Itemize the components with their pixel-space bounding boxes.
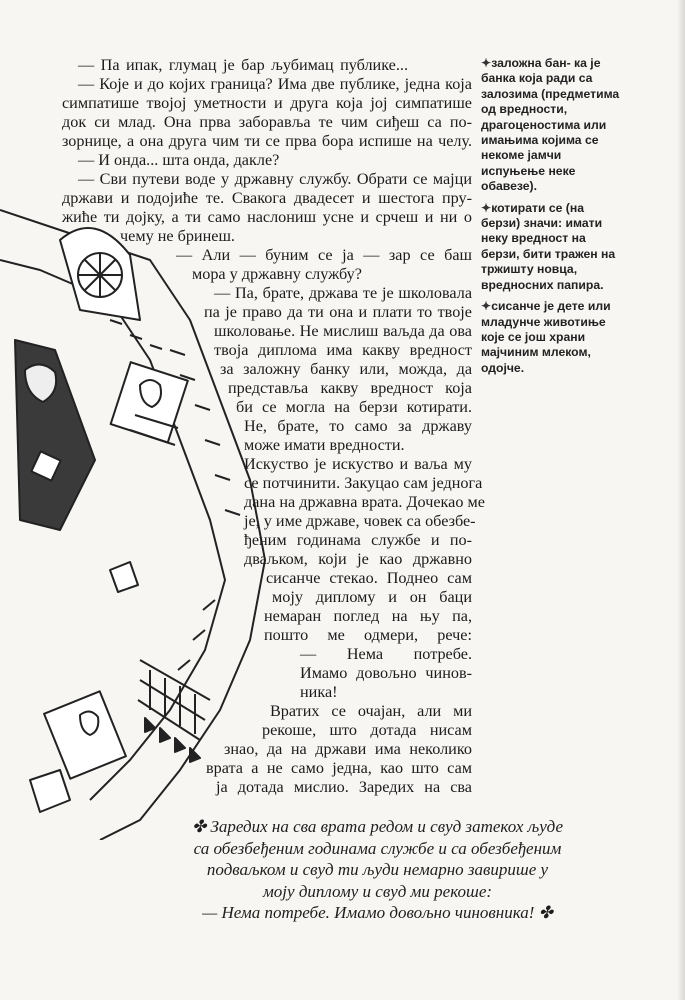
text-line: Не, брате, то само за државу [244,417,472,435]
text-line: знао, да на држави има неколико [224,740,472,758]
text-line: жиће ти дојку, а ти само наслониш усне и срчеш и ни о [62,208,472,226]
text-line: — Нема потребе. [300,645,472,663]
text-line: пошто ме одмери, рече: [264,626,472,644]
glossary-term: котирати се [491,200,563,215]
glossary-marker: ✦ [481,200,492,215]
glossary-entry [481,299,621,376]
glossary-term: сисанче [491,299,541,314]
text-line: за заложну банку или, можда, да [220,360,472,378]
caption-line: са обезбеђеним годинама службе и са обезбеђеним [193,838,562,858]
glossary-entry [481,201,621,293]
text-line: школовање. Не мислиш ваљда да ова [214,322,472,340]
text-line: може имати вредности. [244,436,405,454]
glossary-marker: ✦ [481,299,492,314]
glossary-definition: ка је банка која ради са залозима (предметима од вредности, драгоценостима или имањима којима се некоме јамчи испуњење неке обавезе). [481,56,620,194]
glossary-term: заложна бан- [491,56,571,70]
text-line: — Па, брате, држава те је школовала [214,284,472,302]
text-line: се потчинити. Закуцао сам једнога [244,474,483,492]
text-line: зорнице, а она друга чим ти се прва бора испише на челу. [62,132,472,150]
text-line: је, у име државе, човек са обезбе- [244,512,476,530]
text-line: — Али — буним се ја — зар се баш [176,246,472,264]
caption-line: моју диплому и свуд ми рекоше: [262,881,493,901]
text-line: рекоше, што дотада нисам [262,721,472,739]
glossary-marker: ✦ [481,56,492,70]
glossary-entry [481,56,621,195]
text-line: ника! [300,683,338,701]
text-line: моју диплому и он баци [272,588,472,606]
text-line: Имамо довољно чинов- [300,664,472,682]
text-line: чему не бринеш. [120,227,235,245]
text-line: немаран поглед на њу па, [264,607,472,625]
text-line: сисанче стекао. Поднео сам [266,569,472,587]
caption-line: подваљком и свуд ти људи немарно завирише у [206,860,549,879]
text-line: дана на државна врата. Дочекао ме [244,493,485,511]
text-line: док си млад. Она прва заборавља те чим сиђеш са по- [62,113,472,131]
text-line: врата а не само једна, као што сам [206,759,472,777]
glossary-definition: је дете или младунче животиње које се још храни мајчиним млеком, одојче. [481,299,611,375]
text-line: представља какву вредност која [228,379,472,397]
text-line: симпатише твојој уметности и друга која јој симпатише [62,94,472,112]
text-line: Вратих се очајан, али ми [270,702,472,720]
text-line: — Па ипак, глумац је бар љубимац публике... [78,56,408,74]
text-line: држави и подојиће те. Свакога двадесет и шестога пру- [62,189,472,207]
text-line: мора у државну службу? [192,265,362,283]
caption-line: ✤ Заредих на сва врата редом и свуд затекох људе [191,817,564,836]
text-line: — И онда... шта онда, дакле? [78,151,280,169]
text-line: па је право да ти она и плати то твоје [204,303,472,321]
text-line: дваљком, који је као државно [244,550,472,568]
text-line: — Сви путеви воде у државну службу. Обрати се мајци [78,170,472,188]
glossary-definition: (на берзи) значи: имати неку вредност на берзи, бити тражен на тржишту новца, вредносних папира. [481,200,616,292]
text-line: би се могла на берзи котирати. [236,398,472,416]
text-line: твоја диплома има какву вредност [214,341,472,359]
page-edge-shadow [677,0,685,1000]
text-line: Искуство је искуство и ваља му [244,455,472,473]
caption-line: — Нема потребе. Имамо довољно чиновника! ✤ [202,903,553,922]
text-line: ђеним годинама службе и по- [244,531,472,549]
text-line: ја дотада мислио. Заредих на сва [216,778,472,796]
illustration-caption [150,816,605,924]
glossary-sidebar [481,56,621,382]
text-line: — Које и до којих граница? Има две публике, једна која [78,75,472,93]
